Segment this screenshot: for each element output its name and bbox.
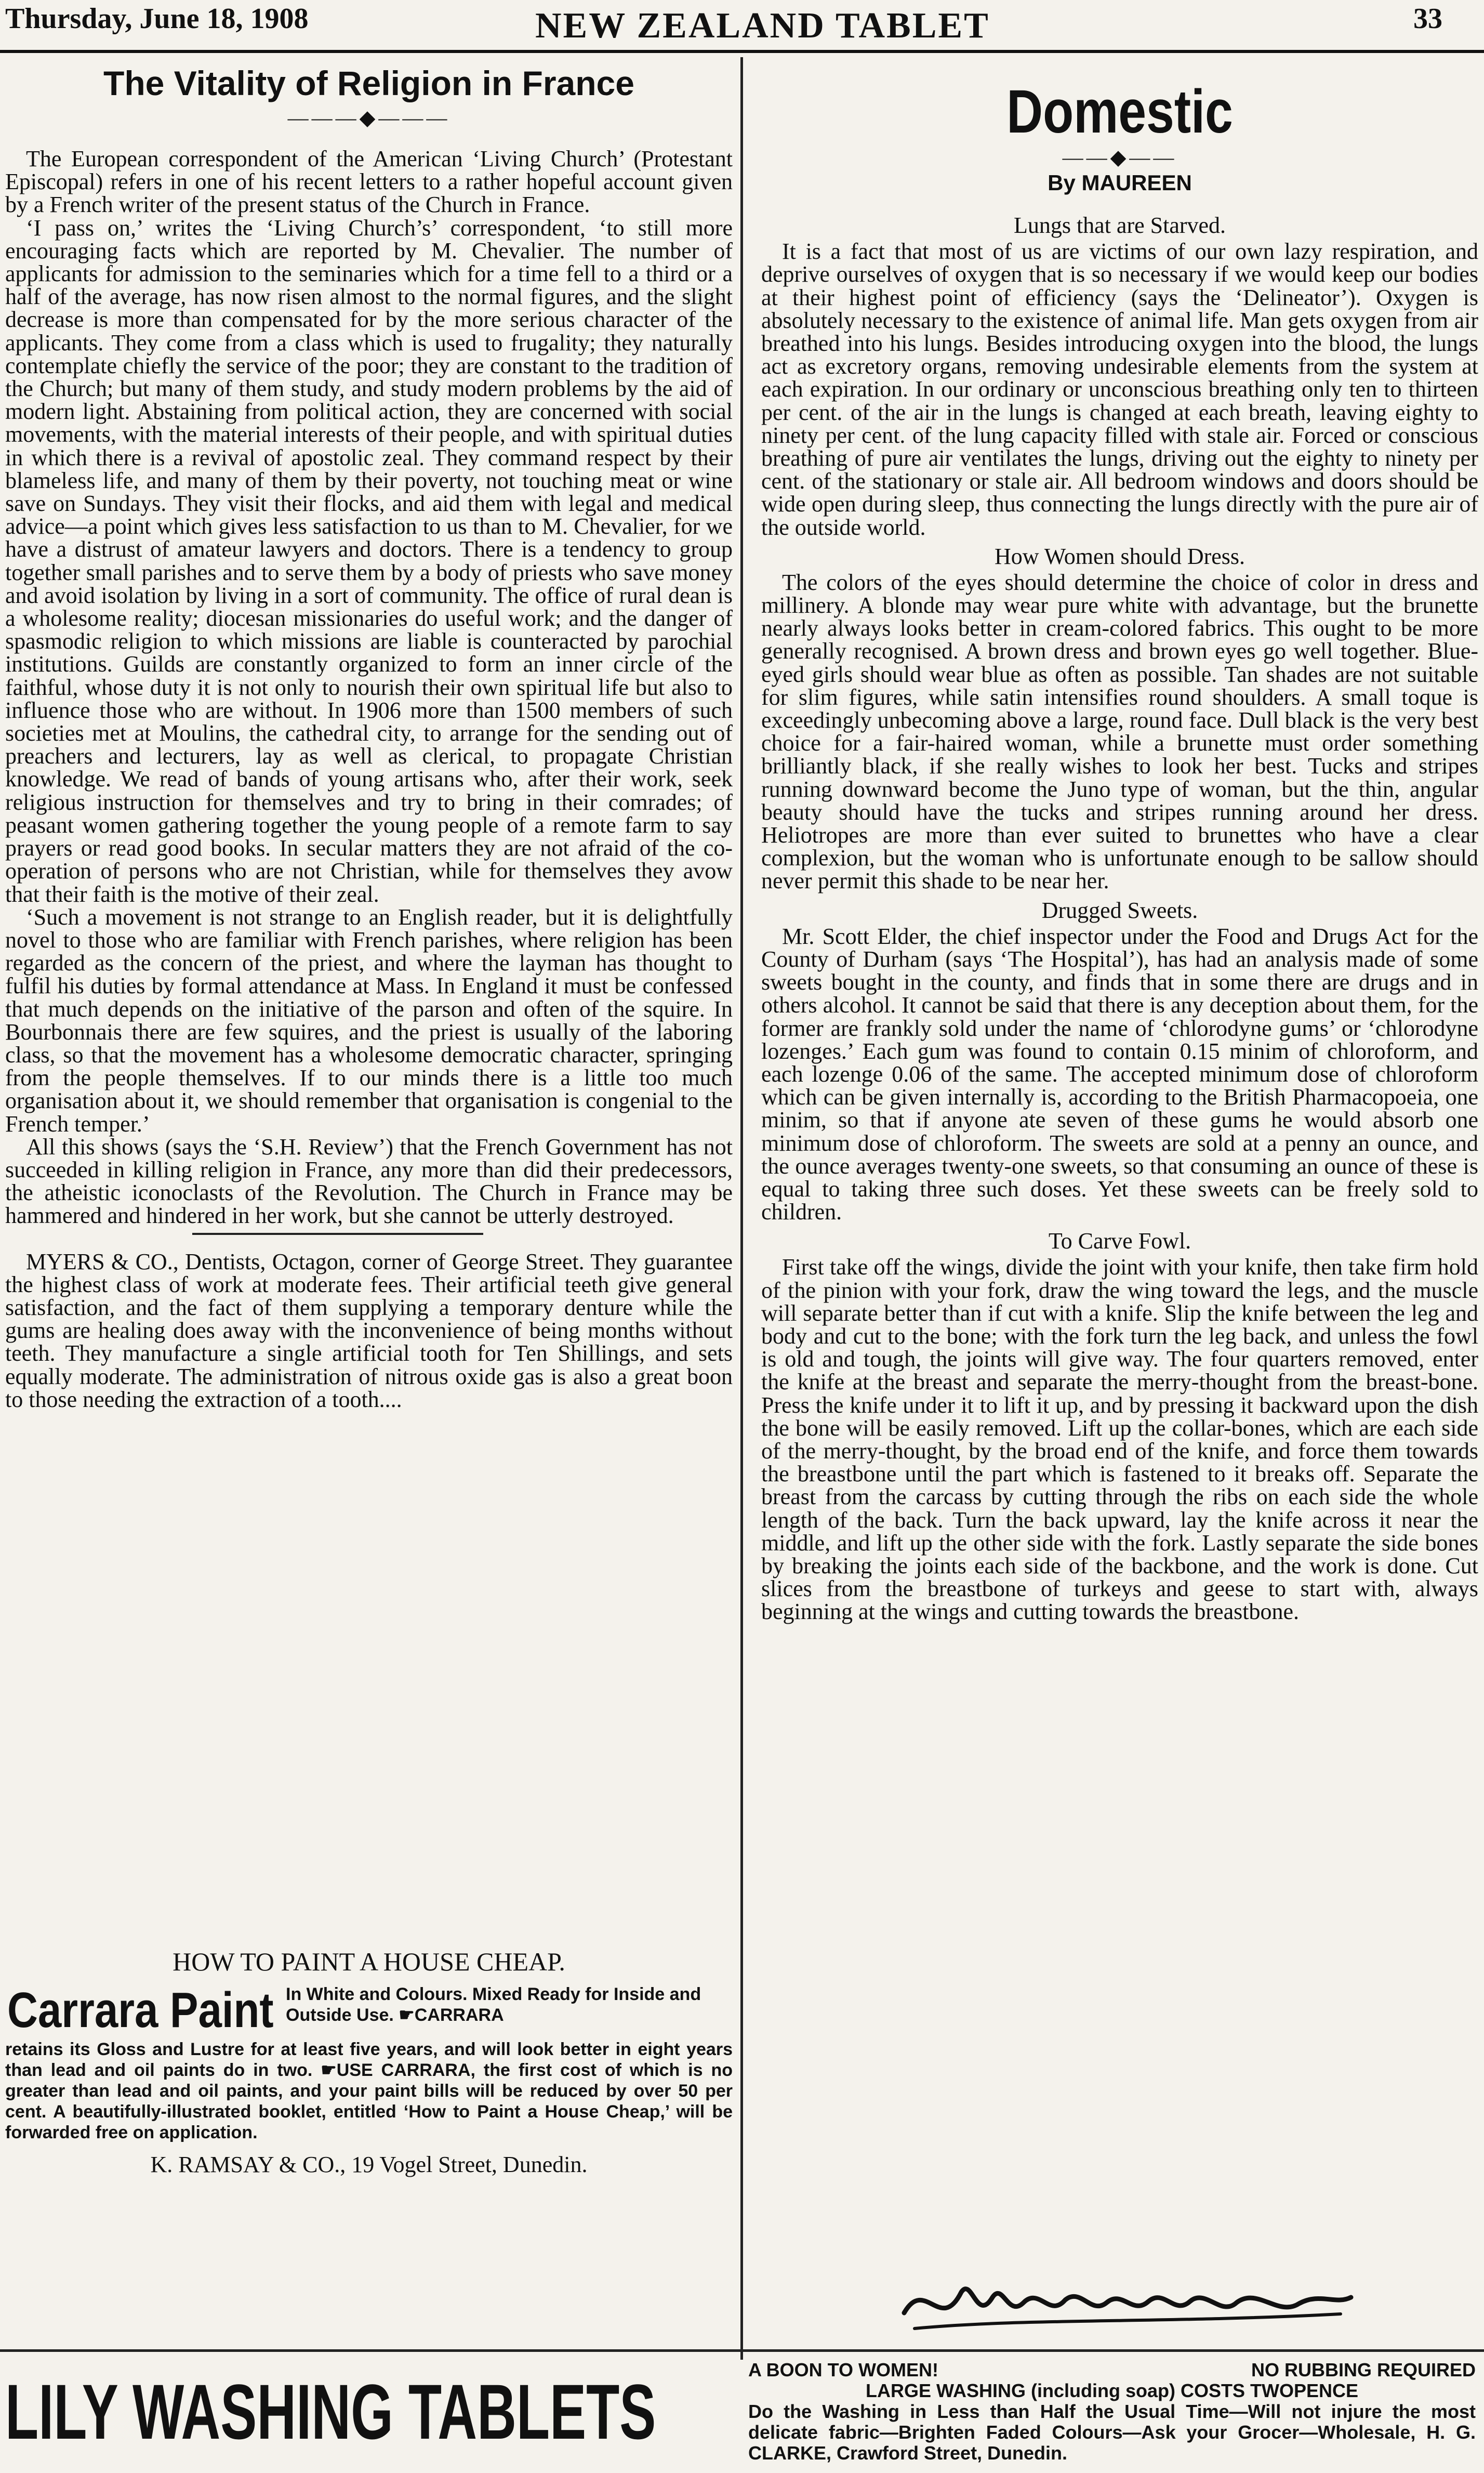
page-number: 33 <box>1413 3 1442 35</box>
section-text: Mr. Scott Elder, the chief inspector under the Food and Drugs Act for the County of Durham (says ‘The Hospital’), has had an analysis made of some sweets bought in the county, and finds that in some there are drugs and in others alcohol. It cannot be said that there is any deception about them, for the former are frankly sold under the name of ‘chlorodyne gums’ or ‘chlorodyne lozenges.’ Each gum was found to contain 0.15 minim of chloroform, and each lozenge 0.06 of the same. The accepted minimum dose of chloroform which can be given internally is, according to the British Pharmacopoeia, one minim, so that if anyone ate seven of these gums he would absorb one minimum dose of chloroform. The sweets are sold at a penny an ounce, and the ounce averages twenty-one sweets, so that consuming an ounce of these is equal to taking three such doses. Yet these sweets can be freely sold to children. <box>761 923 1478 1225</box>
article-paragraph: The European correspondent of the American ‘Living Church’ (Protestant Episcopal) refers in one of his recent letters to a rather hopeful account given by a French writer of the present status of the Church in France. <box>5 146 733 218</box>
section-heading: Drugged Sweets. <box>1041 897 1198 923</box>
carrara-brand: Carrara Paint <box>7 1982 274 2038</box>
left-column <box>5 57 733 1944</box>
domestic-title: Domestic <box>1006 77 1233 146</box>
section-text: First take off the wings, divide the joint with your knife, then take firm hold of the pinion with your fork, draw the wing toward the legs, and the muscle will separate better than if cut with a knife. Slip the knife between the leg and body and cut to the bone; with the fork turn the leg back, and unless the fowl is old and tough, the joints will give way. The four quarters removed, enter the knife at the breast and separate the merry-thought from the breast-bone. Press the knife under it to lift it up, and by pressing it backward upon the dish the bone will be easily removed. Lift up the collar-bones, which are each side of the merry-thought, by the broad end of the knife, and force them towards the breastbone until the part which is fastened to it breaks off. Separate the breast from the carcass by cutting through the ribs on each side the whole length of the back. Turn the back upward, lay the knife across it near the middle, and lift up the other side with the fork. Lastly separate the side bones by breaking the joints each side of the backbone, and the work is done. Cut slices from the breastbone of turkeys and geese to start with, always beginning at the wings and cutting towards the breastbone. <box>761 1254 1478 1625</box>
right-column <box>761 57 1478 2053</box>
carrara-body: retains its Gloss and Lustre for at least five years, and will look better in eight years than lead and oil paints do in two. ☛USE CARRARA, the first cost of which is no greater than lead and oil paints, and your paint bills will be reduced by over 50 per cent. A beautifully-illustrated booklet, entitled ‘How to Paint a House Cheap,’ will be forwarded free on application. <box>5 2040 733 2142</box>
column-divider <box>740 57 743 2360</box>
issue-date: Thursday, June 18, 1908 <box>5 3 309 35</box>
article-paragraph: ‘Such a movement is not strange to an English reader, but it is delightfully novel to those who are familiar with French parishes, where religion has been regarded as the concern of the priest, and where the layman has thought to fulfil his duties by formal attendance at Mass. In England it must be confessed that much depends on the initiative of the parson and often of the squire. In Bourbonnais there are few squires, and the priest is usually of the laboring class, so that the movement has a wholesome democratic character, springing from the people themselves. If to our minds there is a little too much organisation about it, we should remember that organisation is congenial to the French temper.’ <box>5 904 733 1137</box>
title-ornament: ———◆——— <box>287 106 451 129</box>
carrara-brand-line <box>5 1982 733 2039</box>
section-text: It is a fact that most of us are victims of our own lazy respiration, and deprive ourselves of oxygen that is so necessary if we would keep our bodies at their highest point of efficiency (says the ‘Delineator’). Oxygen is absolutely necessary to the existence of animal life. Man gets oxygen from air breathed into his lungs. Besides introducing oxygen into the blood, the lungs act as excretory organs, removing undesirable elements from the system at each expiration. In our ordinary or unconscious breathing only ten to thirteen per cent. of the air in the lungs is changed at each breath, leaving eighty to ninety per cent. of the lung capacity filled with stale air. Forced or conscious breathing of pure air ventilates the lungs, driving out the eighty to ninety per cent. of the stationary or stale air. All bedroom windows and doors should be wide open during sleep, thus connecting the lungs directly with the pure air of the outside world. <box>761 239 1478 540</box>
myers-dentists-notice: MYERS & CO., Dentists, Octagon, corner of George Street. They guarantee the highest class of work at moderate fees. Their artificial teeth give general satisfaction, and the fact of them supplying a temporary denture while the gums are healing does away with the inconvenience of being months without teeth. They manufacture a single artificial tooth for Ten Shillings, and sets equally moderate. The administration of nitrous oxide gas is also a great boon to those needing the extraction of a tooth.... <box>5 1248 733 1412</box>
lily-top-row <box>748 2360 1476 2380</box>
lily-body: Do the Washing in Less than Half the Usual Time—Will not injure the most delicate fabric—Brighten Faded Colours—Ask your Grocer—Wholesale, H. G. CLARKE, Crawford Street, Dunedin. <box>748 2401 1476 2464</box>
domestic-byline: By MAUREEN <box>1048 170 1192 195</box>
article-paragraph: ‘I pass on,’ writes the ‘Living Church’s’ correspondent, ‘to still more encouraging facts which are reported by M. Chevalier. The number of applicants for admission to the seminaries which for a time fell to a third or a half of the average, has now risen almost to the normal figures, and the slight decrease is more than compensated for by the more serious character of the applicants. They come from a class which is used to frugality; they naturally contemplate chiefly the service of the poor; they are constant to the tradition of the Church; but many of them study, and study modern problems by the aid of modern light. Abstaining from political action, they are concerned with social movements, with the material interests of their people, and with spiritual duties in which there is a revival of apostolic zeal. They command respect by their blameless life, and many of them by their poverty, not touching meat or wine save on Sundays. They visit their flocks, and aid them with legal and medical advice—a point which gives less satisfaction to us than to M. Chevalier, for we have a distrust of amateur lawyers and doctors. There is a tendency to group together small parishes and to serve them by a body of priests who save money and avoid isolation by living in a sort of community. The office of rural dean is a wholesome reality; diocesan missionaries do useful work; and the danger of spasmodic religion to which missions are liable is counteracted by parochial institutions. Guilds are constantly organized to form an inner circle of the faithful, whose duty it is not only to nourish their own spiritual life but also to influence those who are without. In 1906 more than 1500 members of such societies met at Moulins, the cathedral city, to arrange for the sending out of preachers and lecturers, lay as well as clerical, to propagate Christian knowledge. We read of bands of young artisans who, after their work, seek religious instruction for themselves and try to bring in their comrades; of peasant women gathering together the young people of a remote farm to say prayers or read good books. In secular matters they are not afraid of the co-operation of persons who are not Christian, while for themselves they avow that their faith is the motive of their zeal. <box>5 215 733 907</box>
domestic-ornament: ——◆—— <box>1062 146 1177 169</box>
section-rule <box>192 1233 483 1235</box>
maureen-signature <box>894 2256 1361 2344</box>
carrara-side-text: In White and Colours. Mixed Ready for Inside and Outside Use. ☛CARRARA <box>286 1984 701 2025</box>
lily-price-line: LARGE WASHING (including soap) COSTS TWOPENCE <box>865 2380 1358 2401</box>
newspaper-title: NEW ZEALAND TABLET <box>535 6 990 46</box>
footer-rule <box>0 2349 1484 2352</box>
section-text: The colors of the eyes should determine the choice of color in dress and millinery. A blonde may wear pure white with advantage, but the brunette nearly always looks better in cream-colored fabrics. This ought to be more generally recognised. A brown dress and brown eyes go well together. Blue-eyed girls should wear blue as often as possible. Tan shades are not suitable for slim figures, while satin intensifies round shoulders. A small toque is exceedingly unbecoming above a large, round face. Dull black is the very best choice for a fair-haired woman, while a brunette must order something brilliantly black, if she really wishes to look her best. Tucks and stripes running downward become the Juno type of woman, but the thin, angular beauty should have the tucks and stripes running around her dress. Heliotropes are more than ever suited to brunettes who have a clear complexion, but the woman who is unfortunate enough to be sallow should never permit this shade to be near her. <box>761 569 1478 894</box>
lily-boon: A BOON TO WOMEN! <box>748 2359 938 2380</box>
carrara-paint-advert <box>5 1946 733 2331</box>
section-heading: To Carve Fowl. <box>1048 1228 1191 1254</box>
section-heading: Lungs that are Starved. <box>1013 213 1226 239</box>
lily-advert-name <box>5 2362 733 2466</box>
article-title: The Vitality of Religion in France <box>103 64 634 102</box>
lily-brand: LILY WASHING TABLETS <box>5 2368 656 2455</box>
carrara-footer: K. RAMSAY & CO., 19 Vogel Street, Dunedin. <box>150 2152 588 2177</box>
lily-advert-details <box>748 2360 1476 2469</box>
section-heading: How Women should Dress. <box>994 543 1246 569</box>
masthead <box>0 0 1484 53</box>
article-paragraph: All this shows (says the ‘S.H. Review’) that the French Government has not succeeded in killing religion in France, any more than did their predecessors, the atheistic iconoclasts of the Revolution. The Church in France may be hammered and hindered in her work, but she cannot be utterly destroyed. <box>5 1134 733 1229</box>
carrara-heading: HOW TO PAINT A HOUSE CHEAP. <box>173 1947 565 1976</box>
lily-no-rubbing: NO RUBBING REQUIRED <box>1251 2359 1476 2380</box>
